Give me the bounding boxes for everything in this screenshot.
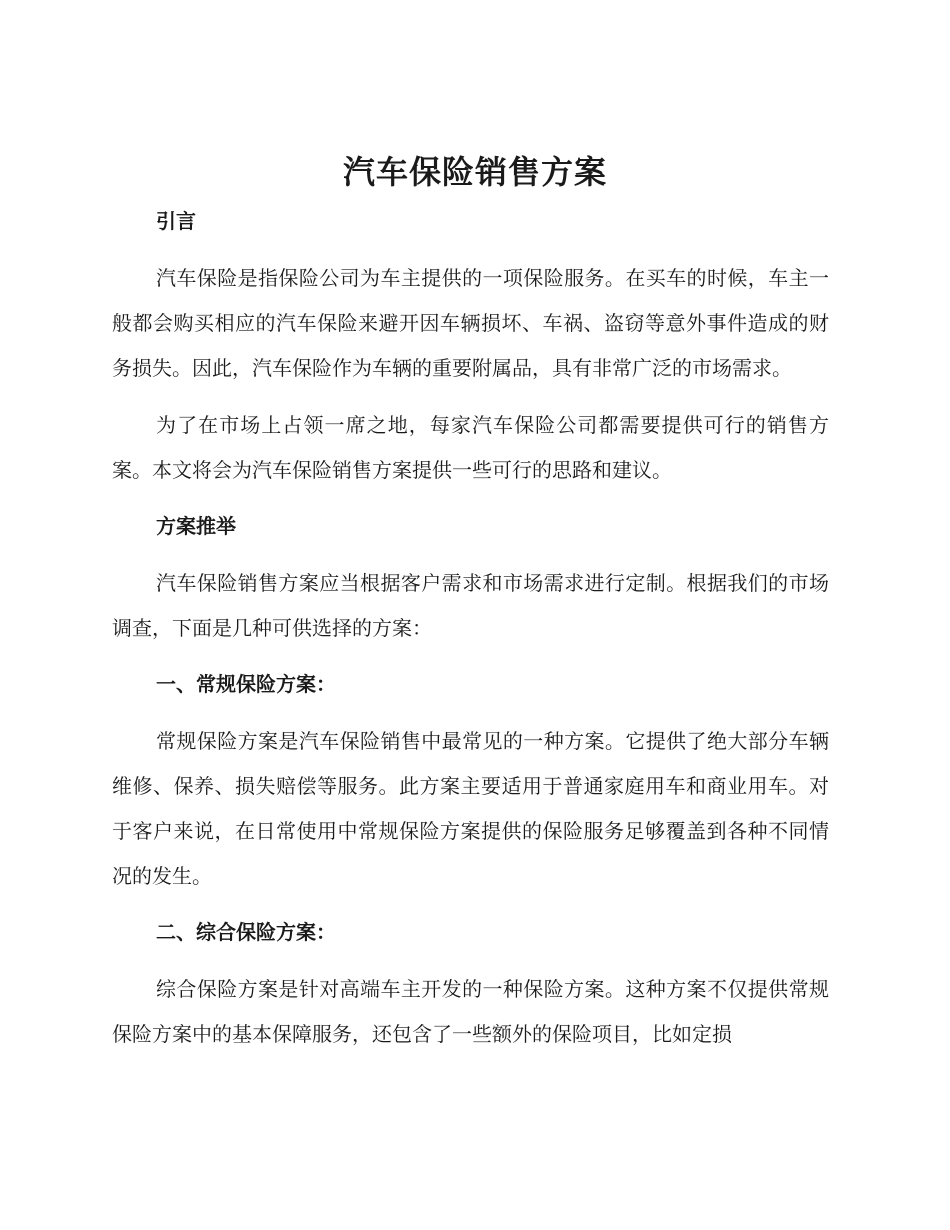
page-title: 汽车保险销售方案 xyxy=(342,153,607,191)
paragraph-plan-1: 常规保险方案是汽车保险销售中最常见的一种方案。它提供了绝大部分车辆维修、保养、损失赔偿等服务。此方案主要适用于普通家庭用车和商业用车。对于客户来说，在日常使用中常规保险方案提供的保险服务足够覆盖到各种不同情况的发生。 xyxy=(112,729,829,888)
section-heading-intro: 引言 xyxy=(156,209,196,233)
section-heading-plans: 方案推举 xyxy=(156,514,236,538)
spacer xyxy=(112,651,829,663)
spacer xyxy=(112,899,829,911)
section-heading-plan-1: 一、常规保险方案： xyxy=(156,672,336,696)
document-body xyxy=(112,200,829,1057)
paragraph-plan-2: 综合保险方案是针对高端车主开发的一种保险方案。这种方案不仅提供常规保险方案中的基本保障服务，还包含了一些额外的保险项目，比如定损 xyxy=(112,977,829,1046)
spacer xyxy=(112,705,829,719)
spacer xyxy=(112,547,829,561)
spacer xyxy=(112,242,829,256)
paragraph-intro-2: 为了在市场上占领一席之地，每家汽车保险公司都需要提供可行的销售方案。本文将会为汽车保险销售方案提供一些可行的思路和建议。 xyxy=(112,413,829,482)
spacer xyxy=(112,953,829,967)
section-heading-plan-2: 二、综合保险方案： xyxy=(156,920,336,944)
paragraph-intro-1: 汽车保险是指保险公司为车主提供的一项保险服务。在买车的时候，车主一般都会购买相应的汽车保险来避开因车辆损坏、车祸、盗窃等意外事件造成的财务损失。因此，汽车保险作为车辆的重要附属品，具有非常广泛的市场需求。 xyxy=(112,266,829,380)
spacer xyxy=(112,391,829,403)
paragraph-plans: 汽车保险销售方案应当根据客户需求和市场需求进行定制。根据我们的市场调查，下面是几种可供选择的方案： xyxy=(112,571,829,640)
spacer xyxy=(112,493,829,505)
